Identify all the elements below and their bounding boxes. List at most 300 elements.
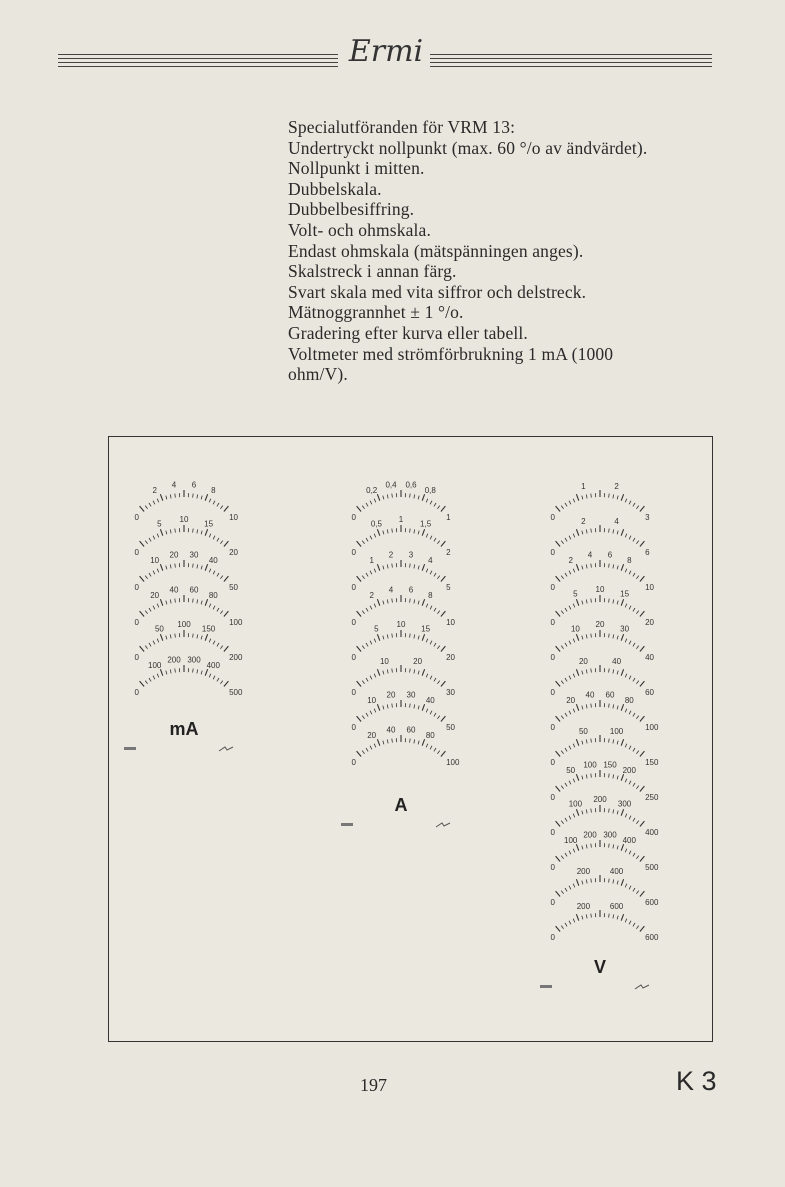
maker-mark-right [219, 747, 233, 751]
scale-end-label: 500 [229, 688, 243, 697]
scale-tick [561, 646, 563, 649]
scale-tick [636, 576, 638, 579]
scale-tick [383, 671, 384, 675]
scale-label: 60 [406, 725, 416, 735]
scale-tick [576, 739, 578, 746]
scale-tick [629, 571, 631, 575]
scale-label: 20 [169, 550, 179, 560]
scale-tick [556, 751, 561, 756]
scale-label: 30 [620, 624, 630, 634]
scale-tick [149, 678, 151, 681]
scale-tick [617, 496, 618, 500]
scale-tick [387, 529, 388, 533]
scale-tick [609, 494, 610, 498]
scale-tick [556, 856, 561, 861]
scale-tick [205, 599, 207, 606]
scale-tick [609, 564, 610, 568]
scale-tick [576, 879, 578, 886]
scale-zero-label: 0 [550, 758, 555, 767]
scale-tick [414, 599, 415, 603]
scale-tick [573, 814, 575, 818]
scale-tick [586, 564, 587, 568]
scale-tick [366, 643, 368, 646]
scale-tick [437, 576, 439, 579]
scale-label: 100 [177, 620, 191, 629]
meter-scale [351, 515, 451, 557]
scale-tick [387, 634, 388, 638]
scale-tick [170, 564, 171, 568]
scale-tick [426, 534, 428, 538]
scale-tick [591, 494, 592, 498]
meter-scale [550, 620, 654, 662]
scale-tick [621, 494, 623, 501]
meter-scale [351, 726, 460, 767]
scale-tick [625, 674, 627, 678]
scale-end-label: 600 [645, 898, 659, 907]
scale-tick [617, 706, 618, 710]
scale-label: 400 [609, 866, 624, 876]
scale-tick [633, 818, 635, 821]
scale-tick [576, 914, 578, 921]
scale-tick [586, 809, 587, 813]
scale-label: 100 [148, 661, 162, 671]
scale-tick [565, 783, 567, 786]
scale-tick [213, 676, 215, 680]
scale-tick [625, 814, 627, 818]
scale-tick [565, 818, 567, 821]
scale-tick [573, 744, 575, 748]
scale-tick [224, 506, 229, 511]
scale-tick [629, 641, 631, 645]
scale-tick [197, 634, 198, 638]
scale-label: 10 [179, 515, 189, 524]
scale-tick [201, 566, 202, 570]
scale-tick [586, 774, 587, 778]
scale-label: 150 [201, 624, 216, 634]
scale-tick [565, 503, 567, 506]
scale-tick [556, 786, 561, 791]
scale-tick [437, 611, 439, 614]
scale-tick [573, 604, 575, 608]
scale-tick [145, 506, 147, 509]
scale-tick [434, 608, 436, 611]
scale-tick [582, 811, 583, 815]
scale-tick [625, 534, 627, 538]
scale-tick [573, 884, 575, 888]
scale-tick [561, 751, 563, 754]
scale-label: 20 [386, 690, 396, 700]
scale-label: 15 [204, 519, 214, 529]
scale-tick [209, 569, 211, 573]
meter-scale [550, 482, 650, 522]
scale-label: 10 [595, 585, 605, 594]
scale-tick [410, 599, 411, 603]
scale-tick [153, 501, 155, 505]
scale-tick [636, 541, 638, 544]
scale-tick [209, 499, 211, 503]
scale-tick [576, 494, 578, 501]
scale-tick [621, 564, 623, 571]
scale-label: 15 [620, 589, 630, 599]
scale-tick [636, 646, 638, 649]
scale-tick [617, 776, 618, 780]
scale-tick [387, 494, 388, 498]
scale-label: 0,8 [424, 486, 436, 496]
scale-tick [426, 569, 428, 573]
scale-tick [640, 506, 645, 511]
scale-end-label: 600 [645, 933, 659, 942]
scale-label: 400 [206, 661, 220, 671]
scale-zero-label: 0 [134, 583, 139, 592]
scale-label: 1 [581, 481, 586, 491]
scale-tick [556, 926, 561, 931]
scale-tick [418, 671, 419, 675]
scale-tick [140, 646, 145, 651]
scale-label: 8 [627, 556, 632, 566]
scale-tick [569, 851, 571, 855]
scale-tick [565, 923, 567, 926]
scale-tick [613, 879, 614, 883]
scale-tick [633, 608, 635, 611]
scale-zero-label: 0 [550, 898, 555, 907]
scale-tick [201, 601, 202, 605]
spec-line: ohm/V). [288, 364, 348, 385]
scale-tick [366, 573, 368, 576]
spec-line: Skalstreck i annan färg. [288, 261, 457, 282]
scale-tick [170, 634, 171, 638]
scale-tick [377, 564, 379, 571]
scale-tick [640, 541, 645, 546]
scale-tick [160, 599, 162, 606]
scale-label: 200 [167, 655, 181, 665]
scale-tick [149, 503, 151, 506]
scale-tick [370, 676, 372, 680]
scale-tick [374, 604, 376, 608]
spec-line: Nollpunkt i mitten. [288, 158, 425, 179]
scale-tick [569, 711, 571, 715]
scale-tick [175, 529, 176, 533]
scale-tick [145, 541, 147, 544]
scale-tick [609, 704, 610, 708]
scale-end-label: 50 [446, 723, 456, 732]
scale-tick [193, 494, 194, 498]
scale-tick [629, 851, 631, 855]
scale-tick [213, 571, 215, 575]
scale-tick [636, 891, 638, 894]
scale-tick [621, 914, 623, 921]
scale-zero-label: 0 [550, 863, 555, 872]
scale-end-label: 5 [446, 583, 451, 592]
spec-line: Undertryckt nollpunkt (max. 60 °/o av ändvärdet). [288, 137, 648, 158]
scale-tick [621, 634, 623, 641]
scale-tick [197, 564, 198, 568]
scale-tick [220, 646, 222, 649]
scale-tick [569, 606, 571, 610]
scale-tick [441, 576, 446, 581]
scale-tick [418, 496, 419, 500]
scale-tick [573, 569, 575, 573]
scale-end-label: 400 [645, 828, 659, 837]
scale-tick [166, 636, 167, 640]
scale-tick [175, 669, 176, 673]
scale-tick [205, 529, 207, 536]
scale-zero-label: 0 [134, 548, 139, 557]
scale-tick [157, 534, 159, 538]
scale-tick [362, 681, 364, 684]
scale-tick [217, 538, 219, 541]
scale-tick [193, 634, 194, 638]
scale-tick [591, 739, 592, 743]
scale-tick [362, 576, 364, 579]
scale-tick [561, 716, 563, 719]
scale-tick [426, 744, 428, 748]
scale-label: 4 [428, 556, 433, 566]
scale-tick [437, 541, 439, 544]
scale-zero-label: 0 [351, 653, 356, 662]
scale-tick [362, 506, 364, 509]
scale-tick [576, 564, 578, 571]
scale-tick [565, 748, 567, 751]
scale-tick [636, 681, 638, 684]
maker-mark-icon [341, 823, 450, 827]
scale-tick [357, 716, 362, 721]
scale-tick [586, 494, 587, 498]
scale-tick [166, 566, 167, 570]
scale-tick [220, 541, 222, 544]
scale-tick [621, 704, 623, 711]
scale-zero-label: 0 [134, 653, 139, 662]
scale-tick [613, 529, 614, 533]
scale-tick [160, 564, 162, 571]
meter-scale [134, 656, 243, 697]
scale-tick [633, 538, 635, 541]
scale-label: 3 [408, 550, 414, 560]
scale-label: 40 [585, 690, 595, 700]
scale-end-label: 100 [229, 618, 243, 627]
scale-tick [586, 914, 587, 918]
scale-label: 6 [607, 550, 613, 560]
unit-label: mA [169, 719, 199, 739]
scale-tick [153, 536, 155, 540]
scale-label: 1 [369, 556, 374, 566]
meter-scale [351, 657, 455, 697]
scale-end-label: 10 [446, 618, 456, 627]
scale-tick [374, 639, 376, 643]
spec-line: Dubbelskala. [288, 178, 382, 199]
scale-tick [430, 711, 432, 715]
scale-tick [434, 503, 436, 506]
scale-tick [205, 564, 207, 571]
scale-tick [418, 706, 419, 710]
scale-zero-label: 0 [351, 688, 356, 697]
scale-tick [640, 576, 645, 581]
scale-tick [576, 774, 578, 781]
scale-tick [629, 816, 631, 820]
scale-tick [625, 709, 627, 713]
scale-tick [636, 716, 638, 719]
scale-tick [160, 494, 162, 501]
scale-tick [633, 783, 635, 786]
scale-tick [561, 576, 563, 579]
scale-tick [441, 646, 446, 651]
scale-tick [410, 704, 411, 708]
scale-label: 80 [425, 731, 435, 741]
scale-tick [430, 676, 432, 680]
scale-tick [434, 713, 436, 716]
meter-scales-panel [108, 436, 713, 1042]
scale-tick [621, 809, 623, 816]
scale-label: 30 [189, 550, 199, 560]
scale-tick [170, 529, 171, 533]
scale-tick [586, 529, 587, 533]
scale-label: 10 [396, 620, 406, 629]
scale-tick [220, 681, 222, 684]
scale-tick [569, 781, 571, 785]
scale-tick [422, 739, 424, 746]
scale-tick [193, 669, 194, 673]
scale-tick [561, 856, 563, 859]
spec-line: Endast ohmskala (mätspänningen anges). [288, 240, 584, 261]
scale-tick [362, 611, 364, 614]
scale-tick [157, 639, 159, 643]
scale-tick [422, 564, 424, 571]
scale-end-label: 50 [229, 583, 239, 592]
scale-tick [410, 529, 411, 533]
scale-tick [640, 611, 645, 616]
spec-line: Voltmeter med strömförbrukning 1 mA (1000 [288, 343, 614, 364]
scale-end-label: 250 [645, 793, 659, 802]
scale-tick [410, 564, 411, 568]
scale-tick [153, 606, 155, 610]
scale-end-label: 500 [645, 863, 659, 872]
scale-tick [366, 748, 368, 751]
scale-end-label: 20 [446, 653, 456, 662]
scale-tick [193, 599, 194, 603]
scale-tick [383, 706, 384, 710]
page-number: 197 [360, 1075, 387, 1095]
scale-tick [392, 704, 393, 708]
spec-line: Volt- och ohmskala. [288, 219, 431, 240]
scale-label: 1,5 [420, 519, 432, 529]
scale-tick [410, 739, 411, 743]
scale-tick [145, 646, 147, 649]
scale-tick [640, 786, 645, 791]
scale-tick [573, 849, 575, 853]
scale-tick [437, 506, 439, 509]
scale-tick [430, 746, 432, 750]
scale-tick [209, 604, 211, 608]
section-code: K 3 [676, 1066, 717, 1096]
scale-tick [556, 821, 561, 826]
scale-tick [569, 676, 571, 680]
scale-label: 2 [614, 481, 619, 491]
scale-tick [418, 601, 419, 605]
scale-tick [377, 669, 379, 676]
scale-tick [621, 529, 623, 536]
scale-zero-label: 0 [351, 513, 356, 522]
scale-tick [625, 849, 627, 853]
scale-tick [153, 641, 155, 645]
scale-label: 5 [573, 589, 578, 599]
maker-mark-right [436, 823, 450, 827]
meter-scales-drawing [109, 437, 712, 1041]
scale-tick [640, 821, 645, 826]
scale-tick [573, 534, 575, 538]
scale-tick [591, 844, 592, 848]
scale-label: 2 [388, 550, 394, 560]
unit-label: A [394, 795, 408, 815]
scale-tick [629, 606, 631, 610]
scale-tick [153, 571, 155, 575]
scale-tick [383, 636, 384, 640]
scale-tick [582, 636, 583, 640]
scale-tick [414, 529, 415, 533]
scale-tick [561, 541, 563, 544]
scale-tick [374, 744, 376, 748]
scale-tick [157, 569, 159, 573]
scale-tick [213, 536, 215, 540]
maker-mark-left [124, 747, 136, 750]
scale-label: 0,4 [385, 480, 397, 490]
scale-tick [617, 881, 618, 885]
scale-zero-label: 0 [351, 583, 356, 592]
meter-scale [134, 551, 238, 592]
scale-end-label: 200 [229, 653, 243, 662]
scale-tick [569, 501, 571, 505]
scale-label: 20 [595, 620, 605, 629]
scale-tick [617, 601, 618, 605]
scale-tick [175, 494, 176, 498]
scale-tick [205, 634, 207, 641]
scale-tick [609, 914, 610, 918]
scale-tick [565, 538, 567, 541]
spec-line: Specialutföranden för VRM 13: [288, 117, 516, 137]
scale-tick [556, 891, 561, 896]
scale-tick [383, 601, 384, 605]
scale-tick [586, 669, 587, 673]
scale-tick [586, 599, 587, 603]
scale-tick [374, 709, 376, 713]
scale-tick [556, 576, 561, 581]
scale-tick [392, 669, 393, 673]
scale-tick [383, 496, 384, 500]
meter-scale [550, 867, 659, 907]
scale-tick [565, 888, 567, 891]
scale-end-label: 40 [645, 653, 655, 662]
scale-tick [205, 494, 207, 501]
scale-label: 10 [367, 696, 377, 706]
scale-tick [609, 634, 610, 638]
scale-tick [370, 746, 372, 750]
scale-tick [633, 853, 635, 856]
scale-tick [392, 599, 393, 603]
scale-tick [422, 529, 424, 536]
scale-tick [609, 774, 610, 778]
scale-tick [362, 541, 364, 544]
scale-tick [140, 681, 145, 686]
scale-zero-label: 0 [134, 618, 139, 627]
scale-label: 600 [609, 901, 624, 911]
scale-tick [434, 678, 436, 681]
scale-tick [561, 506, 563, 509]
scale-end-label: 10 [229, 513, 239, 522]
scale-tick [561, 821, 563, 824]
scale-tick [175, 634, 176, 638]
scale-tick [166, 531, 167, 535]
scale-zero-label: 0 [351, 618, 356, 627]
scale-tick [621, 669, 623, 676]
scale-tick [569, 536, 571, 540]
